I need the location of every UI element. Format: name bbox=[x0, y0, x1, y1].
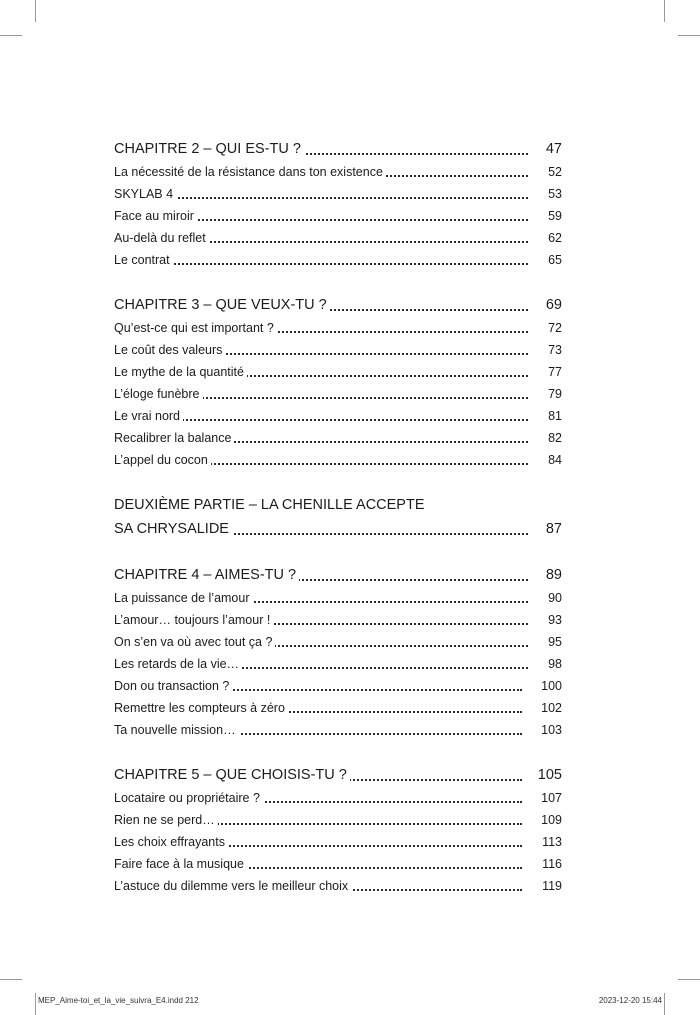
toc-entry bbox=[114, 339, 562, 361]
toc-part-title-line2: SA CHRYSALIDE bbox=[114, 517, 232, 541]
toc-entry-title: L’amour… toujours l’amour ! bbox=[114, 609, 273, 631]
toc-entry bbox=[114, 719, 562, 741]
toc-entry-title: Face au miroir bbox=[114, 205, 197, 227]
toc-page-number: 102 bbox=[537, 697, 562, 719]
toc-entry-title: On s’en va où avec tout ça ? bbox=[114, 631, 275, 653]
toc-entry bbox=[114, 697, 562, 719]
toc-entry-title: Recalibrer la balance bbox=[114, 427, 234, 449]
toc-page-number: 90 bbox=[544, 587, 562, 609]
table-of-contents bbox=[114, 137, 562, 897]
toc-page-number: 109 bbox=[537, 809, 562, 831]
crop-mark-top-right-v bbox=[664, 0, 665, 22]
toc-entry-title: Don ou transaction ? bbox=[114, 675, 232, 697]
toc-chapter-title: CHAPITRE 4 – AIMES-TU ? bbox=[114, 563, 299, 587]
toc-chapter-title: CHAPITRE 5 – QUE CHOISIS-TU ? bbox=[114, 763, 350, 787]
crop-mark-top-left-h bbox=[0, 35, 22, 36]
toc-page-number: 69 bbox=[542, 293, 562, 317]
toc-entry-title: Le contrat bbox=[114, 249, 173, 271]
toc-entry bbox=[114, 183, 562, 205]
toc-page-number: 72 bbox=[544, 317, 562, 339]
toc-entry-title: Les retards de la vie… bbox=[114, 653, 242, 675]
toc-page-number: 105 bbox=[534, 763, 562, 787]
crop-mark-bottom-left-h bbox=[0, 979, 22, 980]
toc-entry-title: Rien ne se perd… bbox=[114, 809, 218, 831]
crop-mark-top-right-h bbox=[678, 35, 700, 36]
toc-entry-title: Ta nouvelle mission… bbox=[114, 719, 239, 741]
toc-page-number: 89 bbox=[542, 563, 562, 587]
toc-page-number: 73 bbox=[544, 339, 562, 361]
toc-entry bbox=[114, 631, 562, 653]
toc-page-number: 84 bbox=[544, 449, 562, 471]
toc-page-number: 65 bbox=[544, 249, 562, 271]
toc-page-number: 82 bbox=[544, 427, 562, 449]
toc-chapter-heading bbox=[114, 293, 562, 317]
toc-entry bbox=[114, 205, 562, 227]
toc-page-number: 119 bbox=[538, 875, 562, 897]
toc-entry bbox=[114, 831, 562, 853]
toc-chapter-title: CHAPITRE 3 – QUE VEUX-TU ? bbox=[114, 293, 330, 317]
toc-entry-title: L’astuce du dilemme vers le meilleur choix bbox=[114, 875, 351, 897]
toc-entry bbox=[114, 449, 562, 471]
toc-entry bbox=[114, 675, 562, 697]
dot-leader bbox=[114, 196, 528, 199]
toc-entry bbox=[114, 427, 562, 449]
toc-entry-title: L’éloge funèbre bbox=[114, 383, 203, 405]
toc-entry-title: Le vrai nord bbox=[114, 405, 183, 427]
crop-mark-bottom-left-v bbox=[35, 993, 36, 1015]
toc-page-number: 107 bbox=[537, 787, 562, 809]
crop-mark-top-left-v bbox=[35, 0, 36, 22]
toc-page-number: 100 bbox=[537, 675, 562, 697]
toc-entry bbox=[114, 317, 562, 339]
toc-chapter-heading bbox=[114, 137, 562, 161]
dot-leader bbox=[114, 262, 528, 265]
toc-page-number: 81 bbox=[544, 405, 562, 427]
toc-entry bbox=[114, 653, 562, 675]
toc-entry bbox=[114, 875, 562, 897]
toc-entry-title: SKYLAB 4 bbox=[114, 183, 176, 205]
toc-page-number: 93 bbox=[544, 609, 562, 631]
toc-page-number: 47 bbox=[542, 137, 562, 161]
crop-mark-bottom-right-h bbox=[678, 979, 700, 980]
toc-page-number: 87 bbox=[542, 517, 562, 541]
toc-entry bbox=[114, 609, 562, 631]
toc-page-number: 98 bbox=[544, 653, 562, 675]
toc-entry-title: Remettre les compteurs à zéro bbox=[114, 697, 288, 719]
toc-entry bbox=[114, 405, 562, 427]
toc-entry-title: La nécessité de la résistance dans ton existence bbox=[114, 161, 386, 183]
toc-part-heading bbox=[114, 517, 562, 541]
toc-entry bbox=[114, 383, 562, 405]
toc-entry bbox=[114, 809, 562, 831]
toc-chapter-heading bbox=[114, 563, 562, 587]
toc-entry bbox=[114, 587, 562, 609]
toc-entry bbox=[114, 249, 562, 271]
crop-mark-bottom-right-v bbox=[664, 993, 665, 1015]
toc-part-title-line1: DEUXIÈME PARTIE – LA CHENILLE ACCEPTE bbox=[114, 497, 425, 513]
toc-entry bbox=[114, 161, 562, 183]
toc-entry-title: Faire face à la musique bbox=[114, 853, 247, 875]
toc-entry-title: Le mythe de la quantité bbox=[114, 361, 247, 383]
toc-entry-title: Locataire ou propriétaire ? bbox=[114, 787, 263, 809]
toc-entry-title: Qu’est-ce qui est important ? bbox=[114, 317, 277, 339]
toc-page-number: 59 bbox=[544, 205, 562, 227]
toc-page-number: 95 bbox=[544, 631, 562, 653]
slug-filename: MEP_Aime-toi_et_la_vie_suivra_E4.indd 212 bbox=[38, 996, 199, 1005]
toc-page-number: 62 bbox=[544, 227, 562, 249]
toc-page-number: 116 bbox=[538, 853, 562, 875]
toc-entry-title: Le coût des valeurs bbox=[114, 339, 225, 361]
toc-entry bbox=[114, 787, 562, 809]
toc-entry bbox=[114, 361, 562, 383]
toc-entry-title: La puissance de l’amour bbox=[114, 587, 253, 609]
slug-timestamp: 2023-12-20 15:44 bbox=[598, 996, 662, 1005]
toc-page-number: 103 bbox=[537, 719, 562, 741]
toc-page-number: 113 bbox=[538, 831, 562, 853]
toc-entry-title: Les choix effrayants bbox=[114, 831, 228, 853]
toc-page-number: 79 bbox=[544, 383, 562, 405]
toc-chapter-title: CHAPITRE 2 – QUI ES-TU ? bbox=[114, 137, 304, 161]
toc-chapter-heading bbox=[114, 763, 562, 787]
toc-entry bbox=[114, 853, 562, 875]
toc-page-number: 53 bbox=[544, 183, 562, 205]
toc-entry bbox=[114, 227, 562, 249]
toc-entry-title: L’appel du cocon bbox=[114, 449, 211, 471]
toc-entry-title: Au-delà du reflet bbox=[114, 227, 209, 249]
toc-page-number: 52 bbox=[544, 161, 562, 183]
toc-page-number: 77 bbox=[544, 361, 562, 383]
